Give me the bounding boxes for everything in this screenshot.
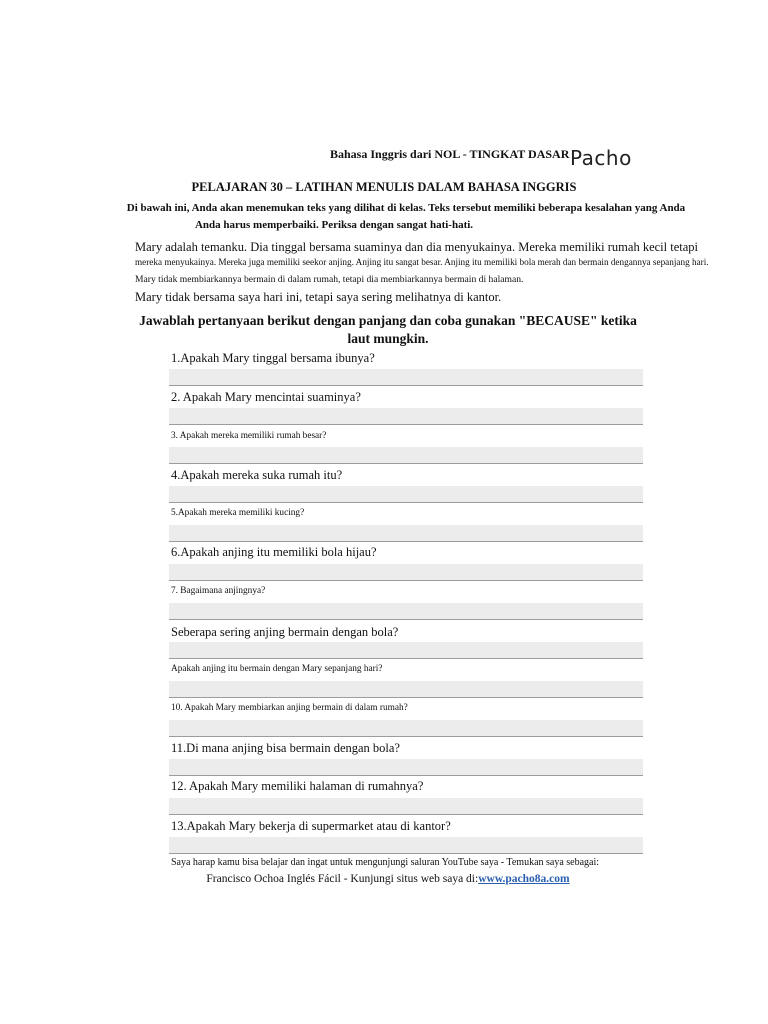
question-5: 5.Apakah mereka memiliki kucing? xyxy=(171,508,305,518)
text-line-4: Mary tidak bersama saya hari ini, tetapi saya sering melihatnya di kantor. xyxy=(135,290,502,304)
answer-field-8[interactable] xyxy=(169,642,643,659)
text-line-3: Mary tidak membiarkannya bermain di dalam rumah, tetapi dia membiarkannya bermain di halaman. xyxy=(135,274,524,285)
intro-line-2: Anda harus memperbaiki. Periksa dengan sangat hati-hati. xyxy=(194,219,474,231)
text-line-2: mereka menyukainya. Mereka juga memiliki seekor anjing. Anjing itu sangat besar. Anjing itu memiliki bola merah dan bermain dengannya sepanjang hari. xyxy=(135,257,709,267)
answer-field-13[interactable] xyxy=(169,837,643,854)
lesson-title: PELAJARAN 30 – LATIHAN MENULIS DALAM BAHASA INGGRIS xyxy=(191,180,577,194)
answer-field-3[interactable] xyxy=(169,447,643,464)
instructions-line-1: Jawablah pertanyaan berikut dengan panjang dan coba gunakan "BECAUSE" ketika xyxy=(139,313,637,328)
question-9: Apakah anjing itu bermain dengan Mary sepanjang hari? xyxy=(171,664,383,674)
question-2: 2. Apakah Mary mencintai suaminya? xyxy=(171,390,361,404)
logo: Pacho xyxy=(570,146,632,170)
question-8: Seberapa sering anjing bermain dengan bola? xyxy=(171,625,399,639)
answer-field-12[interactable] xyxy=(169,798,643,815)
question-12: 12. Apakah Mary memiliki halaman di rumahnya? xyxy=(171,779,424,793)
instructions-line-2: laut mungkin. xyxy=(347,331,429,346)
footer-text: Francisco Ochoa Inglés Fácil - Kunjungi situs web saya di: xyxy=(206,873,479,885)
footer-line-2 xyxy=(0,873,768,885)
text-line-1: Mary adalah temanku. Dia tinggal bersama suaminya dan dia menyukainya. Mereka memiliki rumah kecil tetapi xyxy=(135,240,699,254)
answer-field-1[interactable] xyxy=(169,369,643,386)
question-11: 11.Di mana anjing bisa bermain dengan bola? xyxy=(171,741,400,755)
question-6: 6.Apakah anjing itu memiliki bola hijau? xyxy=(171,545,377,559)
answer-field-11[interactable] xyxy=(169,759,643,776)
answer-field-7[interactable] xyxy=(169,603,643,620)
instructions xyxy=(0,312,768,348)
intro-line-1: Di bawah ini, Anda akan menemukan teks yang dilihat di kelas. Teks tersebut memiliki beberapa kesalahan yang Anda xyxy=(126,202,686,214)
question-4: 4.Apakah mereka suka rumah itu? xyxy=(171,468,343,482)
course-title: Bahasa Inggris dari NOL - TINGKAT DASAR xyxy=(330,147,570,161)
question-1: 1.Apakah Mary tinggal bersama ibunya? xyxy=(171,351,375,365)
answer-field-2[interactable] xyxy=(169,408,643,425)
question-10: 10. Apakah Mary membiarkan anjing bermain di dalam rumah? xyxy=(171,703,408,713)
website-link[interactable]: www.pacho8a.com xyxy=(478,873,570,885)
question-13: 13.Apakah Mary bekerja di supermarket atau di kantor? xyxy=(171,819,451,833)
answer-field-6[interactable] xyxy=(169,564,643,581)
question-7: 7. Bagaimana anjingnya? xyxy=(171,586,266,596)
answer-field-10[interactable] xyxy=(169,720,643,737)
answer-field-5[interactable] xyxy=(169,525,643,542)
answer-field-9[interactable] xyxy=(169,681,643,698)
footer-line-1: Saya harap kamu bisa belajar dan ingat untuk mengunjungi saluran YouTube saya - Temukan saya sebagai: xyxy=(170,857,600,868)
question-3: 3. Apakah mereka memiliki rumah besar? xyxy=(171,431,327,441)
answer-field-4[interactable] xyxy=(169,486,643,503)
